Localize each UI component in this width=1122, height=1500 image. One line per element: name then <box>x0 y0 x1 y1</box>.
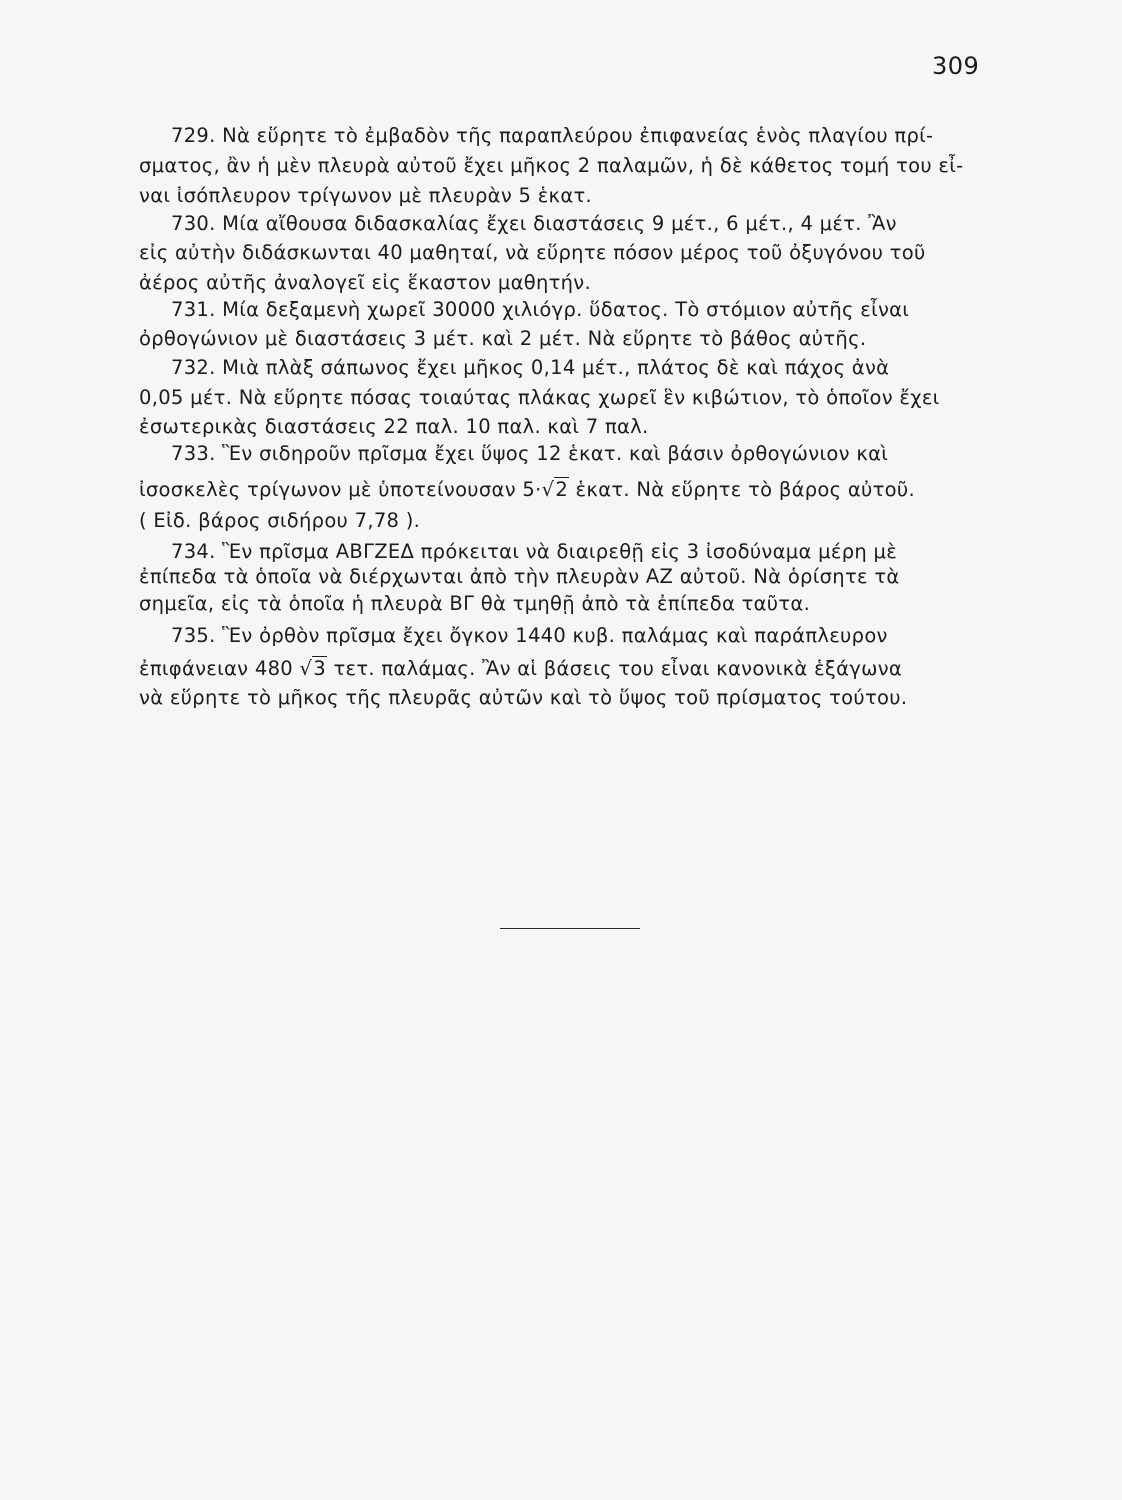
problem-734-line-1: 734. Ἓν πρῖσμα ΑΒΓΖΕΔ πρόκειται νὰ διαιρεθῇ εἰς 3 ἰσοδύναμα μέρη μὲ <box>171 540 898 563</box>
sqrt-radicand: 2 <box>555 478 569 501</box>
square-root-symbol: √2 <box>541 478 569 501</box>
problem-733-line-2-text: ἰσοσκελὲς τρίγωνον μὲ ὑποτείνουσαν 5· <box>139 478 542 501</box>
problem-732-line-2: 0,05 μέτ. Νὰ εὕρητε πόσας τοιαύτας πλάκας χωρεῖ ἓν κιβώτιον, τὸ ὁποῖον ἔχει <box>139 386 940 409</box>
page-number: 309 <box>932 52 980 80</box>
problem-729-line-2: σματος, ἂν ἡ μὲν πλευρὰ αὐτοῦ ἔχει μῆκος 2 παλαμῶν, ἡ δὲ κάθετος τομή του εἶ- <box>139 154 964 177</box>
problem-731-line-1: 731. Μία δεξαμενὴ χωρεῖ 30000 χιλιόγρ. ὕδατος. Τὸ στόμιον αὐτῆς εἶναι <box>171 298 910 321</box>
problem-730-line-2: εἰς αὐτὴν διδάσκωνται 40 μαθηταί, νὰ εὕρητε πόσον μέρος τοῦ ὀξυγόνου τοῦ <box>139 241 926 264</box>
problem-734-line-2: ἐπίπεδα τὰ ὁποῖα νὰ διέρχωνται ἀπὸ τὴν πλευρὰν ΑΖ αὐτοῦ. Νὰ ὁρίσητε τὰ <box>139 565 900 588</box>
problem-733-line-3: ( Εἰδ. βάρος σιδήρου 7,78 ). <box>139 509 421 532</box>
problem-735-line-2 <box>139 657 902 681</box>
section-divider <box>500 928 640 929</box>
problem-735-line-2-text-after: τετ. παλάμας. Ἂν αἱ βάσεις του εἶναι κανονικὰ ἑξάγωνα <box>326 657 903 680</box>
problem-735-line-3: νὰ εὕρητε τὸ μῆκος τῆς πλευρᾶς αὐτῶν καὶ τὸ ὕψος τοῦ πρίσματος τούτου. <box>139 686 908 709</box>
problem-729-line-1: 729. Νὰ εὕρητε τὸ ἐμβαδὸν τῆς παραπλεύρου ἐπιφανείας ἑνὸς πλαγίου πρί- <box>171 124 934 147</box>
problem-732-line-3: ἐσωτερικὰς διαστάσεις 22 παλ. 10 παλ. καὶ 7 παλ. <box>139 415 649 438</box>
problem-735-line-1: 735. Ἓν ὀρθὸν πρῖσμα ἔχει ὄγκον 1440 κυβ. παλάμας καὶ παράπλευρον <box>171 624 888 647</box>
square-root-symbol: √3 <box>299 657 326 680</box>
sqrt-radicand: 3 <box>313 657 326 680</box>
problem-732-line-1: 732. Μιὰ πλὰξ σάπωνος ἔχει μῆκος 0,14 μέτ., πλάτος δὲ καὶ πάχος ἀνὰ <box>171 356 890 379</box>
problem-733-line-2-text-after: ἑκατ. Νὰ εὕρητε τὸ βάρος αὐτοῦ. <box>569 478 915 501</box>
problem-731-line-2: ὀρθογώνιον μὲ διαστάσεις 3 μέτ. καὶ 2 μέτ. Νὰ εὕρητε τὸ βάθος αὐτῆς. <box>139 327 867 350</box>
problem-733-line-2 <box>139 478 915 502</box>
problem-734-line-3: σημεῖα, εἰς τὰ ὁποῖα ἡ πλευρὰ ΒΓ θὰ τμηθῇ ἀπὸ τὰ ἐπίπεδα ταῦτα. <box>139 592 811 615</box>
problem-733-line-1: 733. Ἓν σιδηροῦν πρῖσμα ἔχει ὕψος 12 ἑκατ. καὶ βάσιν ὀρθογώνιον καὶ <box>171 442 889 465</box>
problem-735-line-2-text: ἐπιφάνειαν 480 <box>139 657 300 680</box>
problem-730-line-1: 730. Μία αἴθουσα διδασκαλίας ἔχει διαστάσεις 9 μέτ., 6 μέτ., 4 μέτ. Ἂν <box>171 212 897 235</box>
problem-730-line-3: ἀέρος αὐτῆς ἀναλογεῖ εἰς ἕκαστον μαθητήν. <box>139 271 592 294</box>
problem-729-line-3: ναι ἰσόπλευρον τρίγωνον μὲ πλευρὰν 5 ἑκατ. <box>139 184 593 207</box>
